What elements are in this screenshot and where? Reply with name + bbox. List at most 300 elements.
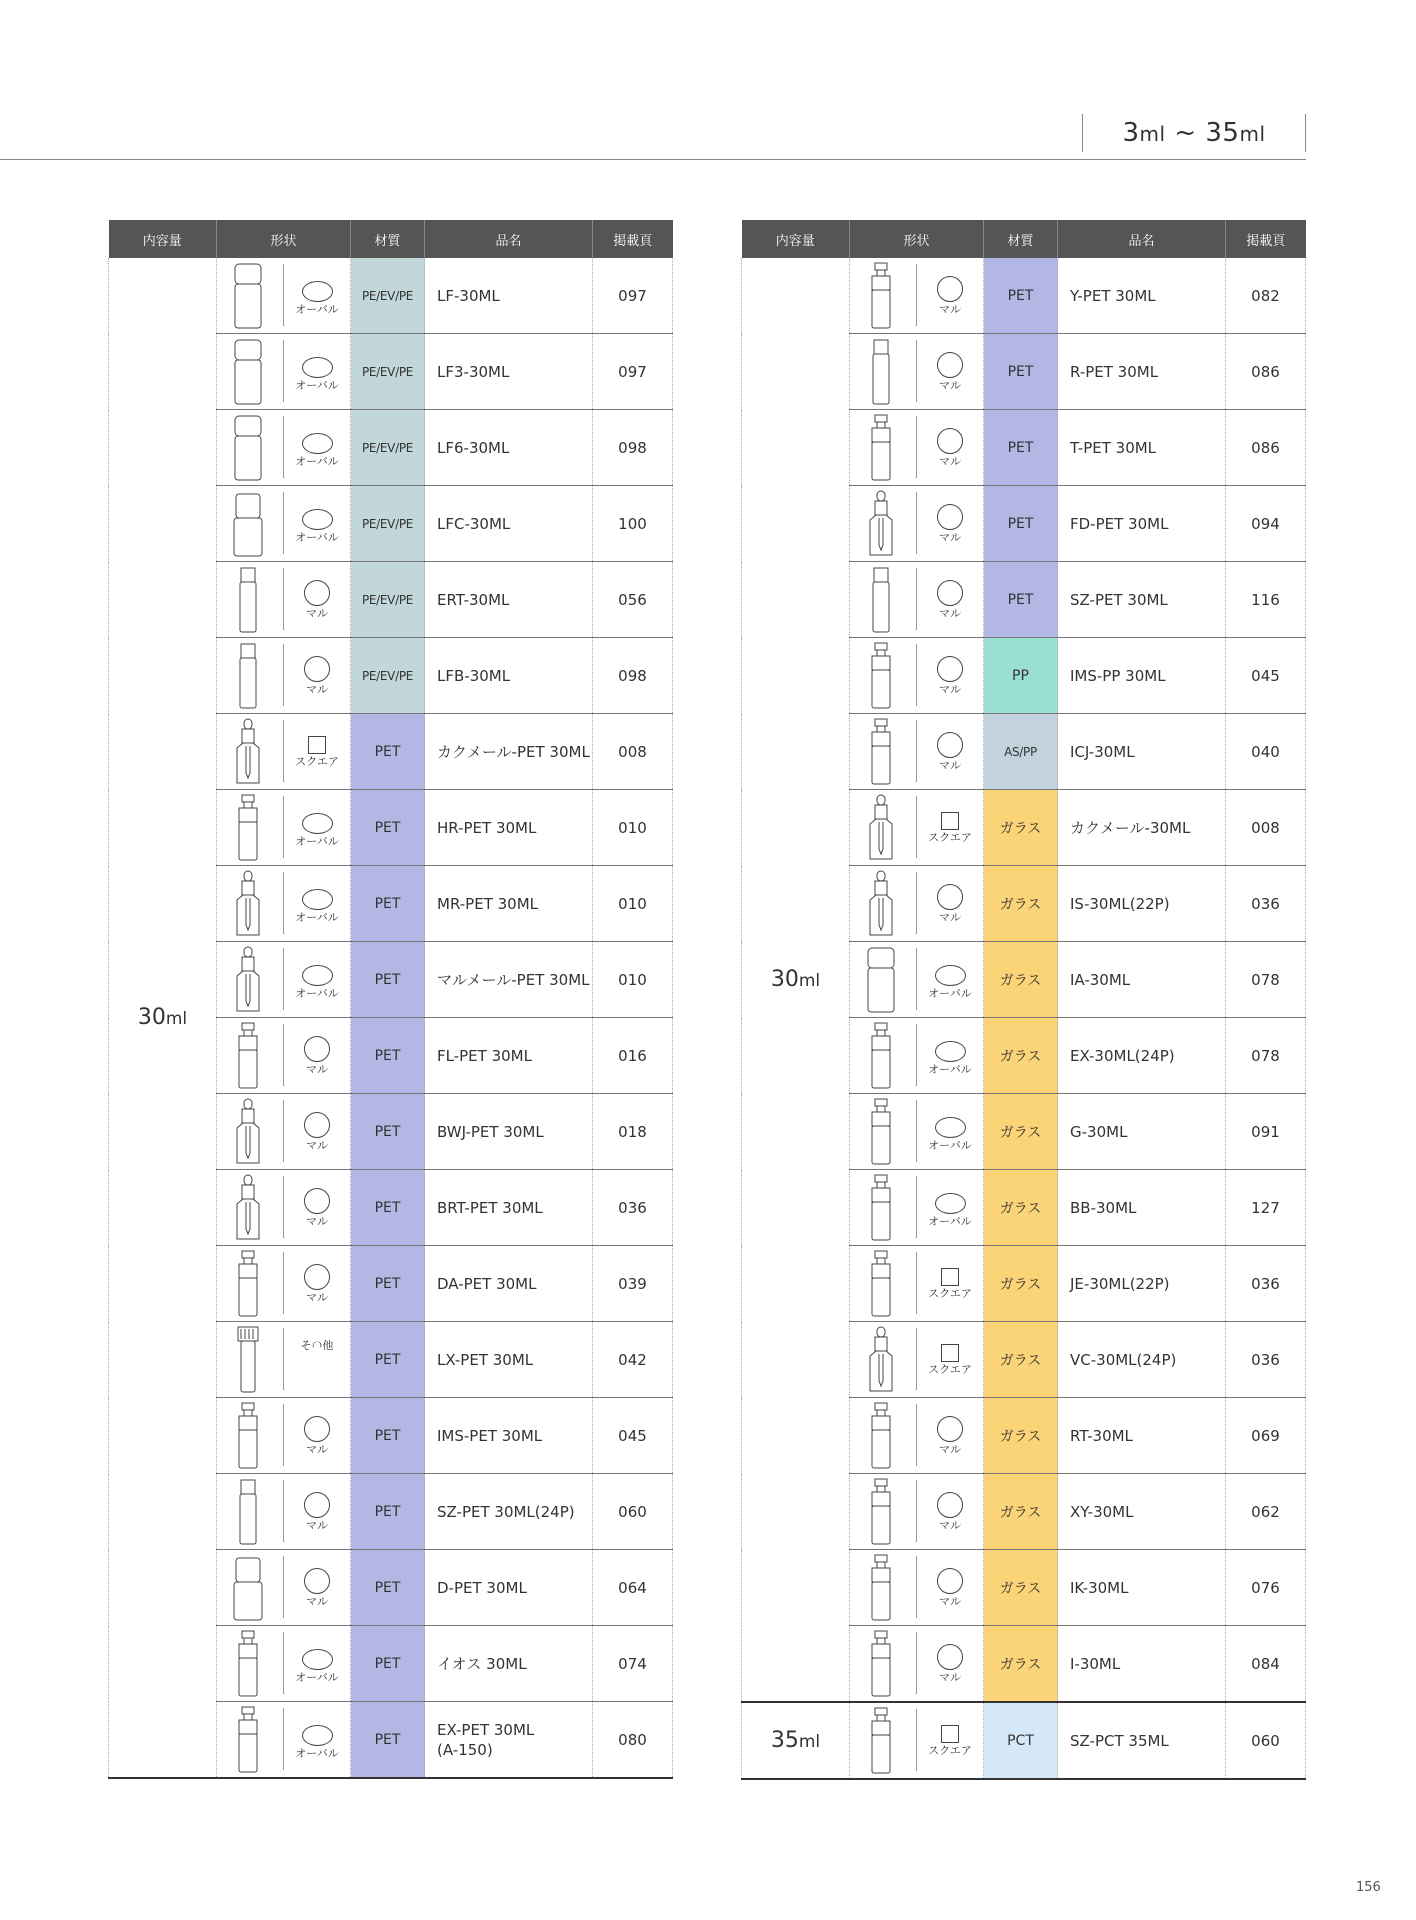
shape-label: オーバル <box>928 1139 972 1152</box>
cell-divider <box>283 1556 284 1618</box>
pump-bottle-icon <box>233 1022 263 1090</box>
material-cell: PET <box>984 410 1058 486</box>
shape-cell <box>217 790 351 866</box>
square-shape-icon <box>941 1344 959 1362</box>
material-cell: AS/PP <box>984 714 1058 790</box>
dropper-bottle-icon <box>233 718 263 786</box>
shape-label: オーバル <box>295 987 339 1000</box>
material-cell: PET <box>351 714 425 790</box>
cell-divider <box>283 264 284 326</box>
header-volume: 内容量 <box>109 220 217 258</box>
material-cell: PET <box>351 1246 425 1322</box>
material-cell: PET <box>984 334 1058 410</box>
shape-cell <box>850 790 984 866</box>
shape-label: マル <box>306 1063 328 1076</box>
shape-label: マル <box>939 1671 961 1684</box>
material-cell: PET <box>351 942 425 1018</box>
cell-divider <box>283 796 284 858</box>
shape-label: マル <box>939 1519 961 1532</box>
oval-shape-icon <box>302 281 333 302</box>
cell-divider <box>916 1480 917 1542</box>
product-name: EX-PET 30ML (A-150) <box>425 1702 593 1779</box>
page-ref: 100 <box>593 486 673 562</box>
product-name: LFC-30ML <box>425 486 593 562</box>
shape-label: オーバル <box>295 531 339 544</box>
page-ref: 016 <box>593 1018 673 1094</box>
shape-label: マル <box>306 1443 328 1456</box>
shape-cell <box>217 1170 351 1246</box>
product-name: G-30ML <box>1058 1094 1226 1170</box>
shape-label: マル <box>939 455 961 468</box>
product-name: VC-30ML(24P) <box>1058 1322 1226 1398</box>
shape-cell <box>850 1626 984 1703</box>
material-cell: PET <box>351 1094 425 1170</box>
shape-cell <box>850 942 984 1018</box>
material-cell: PET <box>984 562 1058 638</box>
product-name: LFB-30ML <box>425 638 593 714</box>
page-ref: 086 <box>1226 410 1306 486</box>
cell-divider <box>283 872 284 934</box>
pump-bottle-icon <box>866 1250 896 1318</box>
dropper-bottle-icon <box>233 1174 263 1242</box>
shape-cell <box>217 334 351 410</box>
material-cell: PET <box>351 1550 425 1626</box>
cell-divider <box>916 1100 917 1162</box>
cell-divider <box>283 340 284 402</box>
shape-indicator <box>918 422 982 482</box>
shape-indicator <box>918 574 982 634</box>
table-header-row <box>742 220 1306 258</box>
shape-label: オーバル <box>295 379 339 392</box>
product-name: BRT-PET 30ML <box>425 1170 593 1246</box>
capacity-range-title: 3ml ~ 35ml <box>1082 114 1306 152</box>
circle-shape-icon <box>937 428 963 454</box>
material-cell: PP <box>984 638 1058 714</box>
product-name: SZ-PCT 35ML <box>1058 1702 1226 1779</box>
shape-cell <box>217 486 351 562</box>
page-ref: 074 <box>593 1626 673 1702</box>
circle-shape-icon <box>937 656 963 682</box>
cell-divider <box>916 1556 917 1618</box>
material-cell: ガラス <box>984 1322 1058 1398</box>
page-ref: 010 <box>593 942 673 1018</box>
cell-divider <box>283 1252 284 1314</box>
shape-cell <box>217 1474 351 1550</box>
product-name: FL-PET 30ML <box>425 1018 593 1094</box>
page-ref: 076 <box>1226 1550 1306 1626</box>
table-header-row <box>109 220 673 258</box>
circle-shape-icon <box>937 580 963 606</box>
cell-divider <box>916 568 917 630</box>
shape-cell <box>850 866 984 942</box>
cell-divider <box>283 1100 284 1162</box>
product-name: LX-PET 30ML <box>425 1322 593 1398</box>
shape-indicator <box>285 1714 349 1774</box>
product-name: MR-PET 30ML <box>425 866 593 942</box>
cell-divider <box>916 416 917 478</box>
cell-divider <box>916 1709 917 1771</box>
page-ref: 084 <box>1226 1626 1306 1703</box>
cell-divider <box>916 796 917 858</box>
material-cell: PET <box>351 1322 425 1398</box>
shape-label: マル <box>939 379 961 392</box>
dropper-bottle-icon <box>866 490 896 558</box>
shape-label: オーバル <box>928 987 972 1000</box>
shape-indicator <box>918 270 982 330</box>
page-ref: 078 <box>1226 942 1306 1018</box>
shape-label: マル <box>939 759 961 772</box>
material-cell: PET <box>984 258 1058 334</box>
shape-cell <box>217 1398 351 1474</box>
shape-cell <box>850 258 984 334</box>
material-cell: ガラス <box>984 866 1058 942</box>
cell-divider <box>283 1024 284 1086</box>
material-cell: PET <box>351 1018 425 1094</box>
page-ref: 036 <box>1226 866 1306 942</box>
material-cell: PE/EV/PE <box>351 410 425 486</box>
material-cell: ガラス <box>984 942 1058 1018</box>
page-ref: 010 <box>593 790 673 866</box>
shape-indicator <box>285 346 349 406</box>
product-name: DA-PET 30ML <box>425 1246 593 1322</box>
material-cell: PET <box>984 486 1058 562</box>
shape-cell <box>850 1170 984 1246</box>
shape-label: マル <box>306 1595 328 1608</box>
pump-bottle-icon <box>866 718 896 786</box>
cell-divider <box>283 416 284 478</box>
shape-indicator <box>918 1715 982 1775</box>
product-name: カクメール-30ML <box>1058 790 1226 866</box>
product-table-left <box>108 220 673 1779</box>
shape-cell <box>850 562 984 638</box>
shape-cell <box>217 1626 351 1702</box>
page-ref: 008 <box>1226 790 1306 866</box>
page-ref: 094 <box>1226 486 1306 562</box>
flat-bottle-icon <box>233 1554 263 1622</box>
page-ref: 060 <box>1226 1702 1306 1779</box>
cell-divider <box>283 492 284 554</box>
shape-label: スクエア <box>928 1287 972 1300</box>
shape-cell <box>850 1550 984 1626</box>
product-name: IS-30ML(22P) <box>1058 866 1226 942</box>
circle-shape-icon <box>304 1188 330 1214</box>
shape-label: その他 <box>300 1339 334 1352</box>
shape-cell <box>850 1702 984 1779</box>
page-ref: 116 <box>1226 562 1306 638</box>
cell-divider <box>283 1176 284 1238</box>
product-name: HR-PET 30ML <box>425 790 593 866</box>
cell-divider <box>283 1404 284 1466</box>
shape-indicator <box>918 726 982 786</box>
shape-cell <box>217 258 351 334</box>
oval-shape-icon <box>302 813 333 834</box>
circle-shape-icon <box>304 1036 330 1062</box>
product-row <box>742 1702 1306 1779</box>
pump-bottle-icon <box>866 1174 896 1242</box>
header-name: 品名 <box>425 220 593 258</box>
material-cell: PE/EV/PE <box>351 334 425 410</box>
product-name: T-PET 30ML <box>1058 410 1226 486</box>
product-name: BB-30ML <box>1058 1170 1226 1246</box>
dropper-bottle-icon <box>233 870 263 938</box>
shape-indicator <box>285 270 349 330</box>
shape-indicator <box>285 954 349 1014</box>
shape-label: スクエア <box>928 1744 972 1757</box>
product-name: JE-30ML(22P) <box>1058 1246 1226 1322</box>
circle-shape-icon <box>937 352 963 378</box>
cell-divider <box>916 340 917 402</box>
cell-divider <box>916 1024 917 1086</box>
material-cell: PET <box>351 1702 425 1779</box>
shape-indicator <box>285 1182 349 1242</box>
shape-cell <box>850 334 984 410</box>
shape-label: オーバル <box>295 1747 339 1760</box>
volume-unit: ml <box>798 1732 821 1752</box>
material-cell: ガラス <box>984 1246 1058 1322</box>
product-name: IK-30ML <box>1058 1550 1226 1626</box>
oval-shape-icon <box>302 357 333 378</box>
dropper-bottle-icon <box>233 946 263 1014</box>
volume-unit: ml <box>798 971 821 991</box>
slim-bottle-icon <box>866 338 896 406</box>
shape-indicator <box>918 1410 982 1470</box>
dropper-bottle-icon <box>233 1098 263 1166</box>
product-name: LF-30ML <box>425 258 593 334</box>
header-shape: 形状 <box>850 220 984 258</box>
header-shape: 形状 <box>217 220 351 258</box>
page-ref: 069 <box>1226 1398 1306 1474</box>
shape-label: マル <box>306 607 328 620</box>
page-ref: 064 <box>593 1550 673 1626</box>
cell-divider <box>916 948 917 1010</box>
shape-label: スクエア <box>295 755 339 768</box>
page-ref: 127 <box>1226 1170 1306 1246</box>
pump-bottle-icon <box>866 1402 896 1470</box>
page-ref: 098 <box>593 410 673 486</box>
header-divider <box>0 159 1306 160</box>
product-name: IMS-PP 30ML <box>1058 638 1226 714</box>
product-name: I-30ML <box>1058 1626 1226 1703</box>
shape-indicator <box>285 726 349 786</box>
shape-indicator <box>918 878 982 938</box>
volume-value: 30 <box>137 1005 166 1030</box>
material-cell: ガラス <box>984 1170 1058 1246</box>
shape-label: マル <box>939 911 961 924</box>
material-cell: PET <box>351 1626 425 1702</box>
pump-bottle-icon <box>866 1478 896 1546</box>
material-cell: ガラス <box>984 1626 1058 1703</box>
shape-label: マル <box>939 1595 961 1608</box>
slim-bottle-icon <box>233 566 263 634</box>
product-name: マルメール-PET 30ML <box>425 942 593 1018</box>
pump-bottle-icon <box>233 1250 263 1318</box>
material-cell: ガラス <box>984 1550 1058 1626</box>
material-cell: PET <box>351 1398 425 1474</box>
material-cell: ガラス <box>984 1018 1058 1094</box>
page-ref: 040 <box>1226 714 1306 790</box>
shape-indicator <box>285 1486 349 1546</box>
pump-bottle-icon <box>866 414 896 482</box>
oval-shape-icon <box>935 1041 966 1062</box>
shape-indicator <box>918 1562 982 1622</box>
shape-label: オーバル <box>295 1671 339 1684</box>
header-material: 材質 <box>351 220 425 258</box>
page-ref: 008 <box>593 714 673 790</box>
product-name: XY-30ML <box>1058 1474 1226 1550</box>
shape-label: オーバル <box>295 911 339 924</box>
page-ref: 060 <box>593 1474 673 1550</box>
product-name: EX-30ML(24P) <box>1058 1018 1226 1094</box>
lotion-bottle-icon <box>866 946 896 1014</box>
shape-indicator <box>918 954 982 1014</box>
material-cell: PE/EV/PE <box>351 486 425 562</box>
cell-divider <box>916 1176 917 1238</box>
page-ref: 056 <box>593 562 673 638</box>
tall-bottle-icon <box>233 1326 263 1394</box>
oval-shape-icon <box>935 1117 966 1138</box>
oval-shape-icon <box>302 889 333 910</box>
circle-shape-icon <box>937 1492 963 1518</box>
oval-shape-icon <box>302 433 333 454</box>
circle-shape-icon <box>937 276 963 302</box>
shape-cell <box>850 1094 984 1170</box>
shape-indicator <box>918 1182 982 1242</box>
shape-label: スクエア <box>928 831 972 844</box>
material-cell: PE/EV/PE <box>351 638 425 714</box>
shape-indicator <box>918 1486 982 1546</box>
shape-indicator <box>285 650 349 710</box>
shape-indicator <box>918 1106 982 1166</box>
volume-cell <box>109 258 217 1778</box>
product-name: R-PET 30ML <box>1058 334 1226 410</box>
circle-shape-icon <box>937 504 963 530</box>
cell-divider <box>916 1252 917 1314</box>
oval-shape-icon <box>302 1649 333 1670</box>
dropper-bottle-icon <box>866 794 896 862</box>
pump-bottle-icon <box>233 794 263 862</box>
circle-shape-icon <box>304 1264 330 1290</box>
cell-divider <box>916 644 917 706</box>
shape-label: マル <box>939 531 961 544</box>
shape-cell <box>217 410 351 486</box>
lotion-bottle-icon <box>233 414 263 482</box>
cell-divider <box>283 948 284 1010</box>
page-ref: 080 <box>593 1702 673 1779</box>
dropper-bottle-icon <box>866 1326 896 1394</box>
cell-divider <box>916 1632 917 1694</box>
shape-cell <box>217 1018 351 1094</box>
shape-indicator <box>285 1334 349 1394</box>
shape-indicator <box>918 1334 982 1394</box>
square-shape-icon <box>941 1268 959 1286</box>
material-cell: PET <box>351 866 425 942</box>
shape-label: マル <box>306 683 328 696</box>
shape-label: マル <box>306 1139 328 1152</box>
shape-indicator <box>285 1030 349 1090</box>
circle-shape-icon <box>304 1492 330 1518</box>
material-cell: ガラス <box>984 1094 1058 1170</box>
shape-cell <box>217 638 351 714</box>
circle-shape-icon <box>304 580 330 606</box>
header-volume: 内容量 <box>742 220 850 258</box>
cell-divider <box>916 1328 917 1390</box>
page-ref: 010 <box>593 866 673 942</box>
circle-shape-icon <box>937 1416 963 1442</box>
shape-indicator <box>918 802 982 862</box>
volume-unit: ml <box>165 1009 188 1029</box>
product-name: RT-30ML <box>1058 1398 1226 1474</box>
slim-bottle-icon <box>233 642 263 710</box>
shape-cell <box>217 1094 351 1170</box>
flat-bottle-icon <box>233 490 263 558</box>
cell-divider <box>283 568 284 630</box>
product-name: FD-PET 30ML <box>1058 486 1226 562</box>
page-ref: 042 <box>593 1322 673 1398</box>
shape-cell <box>850 410 984 486</box>
product-name: SZ-PET 30ML(24P) <box>425 1474 593 1550</box>
shape-label: オーバル <box>295 303 339 316</box>
product-name: ICJ-30ML <box>1058 714 1226 790</box>
circle-shape-icon <box>304 1568 330 1594</box>
product-name: LF6-30ML <box>425 410 593 486</box>
header-material: 材質 <box>984 220 1058 258</box>
shape-cell <box>217 562 351 638</box>
cell-divider <box>283 1480 284 1542</box>
pump-bottle-icon <box>233 1706 263 1774</box>
shape-indicator <box>285 1562 349 1622</box>
shape-label: オーバル <box>295 835 339 848</box>
circle-shape-icon <box>937 1568 963 1594</box>
header-page: 掲載頁 <box>1226 220 1306 258</box>
circle-shape-icon <box>304 656 330 682</box>
circle-shape-icon <box>937 884 963 910</box>
page-ref: 082 <box>1226 258 1306 334</box>
volume-value: 35 <box>770 1728 799 1753</box>
shape-label: マル <box>306 1215 328 1228</box>
circle-shape-icon <box>937 732 963 758</box>
shape-label: マル <box>306 1291 328 1304</box>
shape-label: マル <box>306 1519 328 1532</box>
cell-divider <box>916 720 917 782</box>
shape-cell <box>850 1246 984 1322</box>
product-table-right <box>741 220 1306 1780</box>
pump-bottle-icon <box>233 1402 263 1470</box>
material-cell: PET <box>351 1170 425 1246</box>
shape-cell <box>850 1474 984 1550</box>
page-ref: 018 <box>593 1094 673 1170</box>
square-shape-icon <box>308 736 326 754</box>
product-name: Y-PET 30ML <box>1058 258 1226 334</box>
cell-divider <box>916 872 917 934</box>
material-cell: ガラス <box>984 1398 1058 1474</box>
shape-indicator <box>918 1638 982 1698</box>
shape-label: スクエア <box>928 1363 972 1376</box>
circle-shape-icon <box>937 1644 963 1670</box>
cell-divider <box>916 264 917 326</box>
shape-indicator <box>285 1410 349 1470</box>
shape-cell <box>217 1550 351 1626</box>
page-ref: 045 <box>593 1398 673 1474</box>
material-cell: ガラス <box>984 1474 1058 1550</box>
page-ref: 036 <box>1226 1246 1306 1322</box>
dropper-bottle-icon <box>866 870 896 938</box>
shape-cell <box>850 714 984 790</box>
cell-divider <box>283 1328 284 1390</box>
shape-cell <box>850 486 984 562</box>
shape-indicator <box>285 1258 349 1318</box>
shape-indicator <box>918 498 982 558</box>
page-ref: 062 <box>1226 1474 1306 1550</box>
